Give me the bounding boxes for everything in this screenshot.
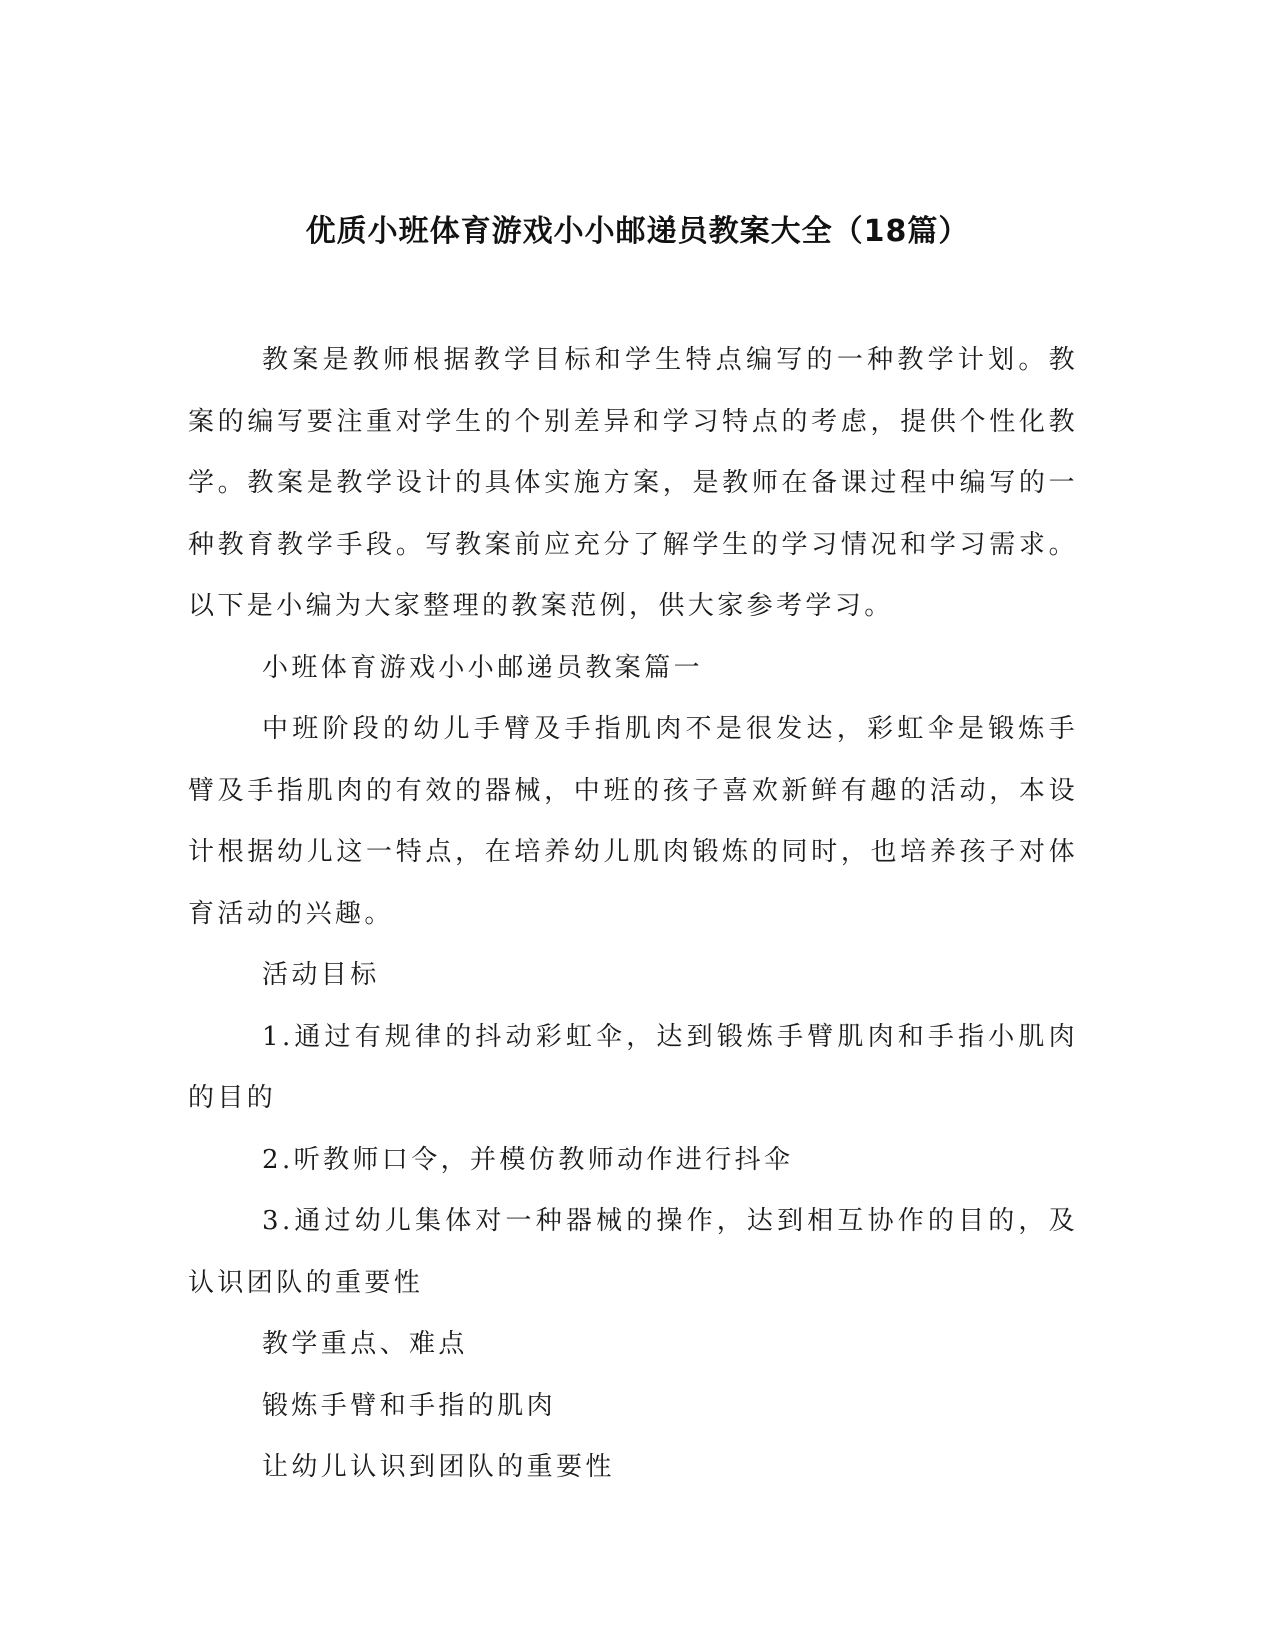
section-heading: 教学重点、难点	[262, 1329, 468, 1359]
key-point-item: 让幼儿认识到团队的重要性	[262, 1452, 615, 1482]
key-point-item: 锻炼手臂和手指的肌肉	[262, 1390, 557, 1421]
document-body	[188, 330, 1078, 1499]
intro-paragraph: 教案是教师根据教学目标和学生特点编写的一种教学计划。教案的编写要注重对学生的个别差异和学习特点的考虑，提供个性化教学。教案是教学设计的具体实施方案，是教师在备课过程中编写的一种教育教学手段。写教案前应充分了解学生的学习情况和学习需求。以下是小编为大家整理的教案范例，供大家参考学习。	[188, 345, 1078, 621]
section-heading: 活动目标	[262, 960, 380, 990]
goal-item: 2.听教师口令，并模仿教师动作进行抖伞	[262, 1144, 794, 1175]
design-paragraph: 中班阶段的幼儿手臂及手指肌肉不是很发达，彩虹伞是锻炼手臂及手指肌肉的有效的器械，中班的孩子喜欢新鲜有趣的活动，本设计根据幼儿这一特点，在培养幼儿肌肉锻炼的同时，也培养孩子对体育活动的兴趣。	[188, 714, 1078, 929]
document-title: 优质小班体育游戏小小邮递员教案大全（18篇）	[305, 214, 970, 249]
goal-item: 3.通过幼儿集体对一种器械的操作，达到相互协作的目的，及认识团队的重要性	[188, 1206, 1078, 1298]
section-heading: 小班体育游戏小小邮递员教案篇一	[262, 652, 704, 683]
goal-item: 1.通过有规律的抖动彩虹伞，达到锻炼手臂肌肉和手指小肌肉的目的	[188, 1021, 1078, 1113]
